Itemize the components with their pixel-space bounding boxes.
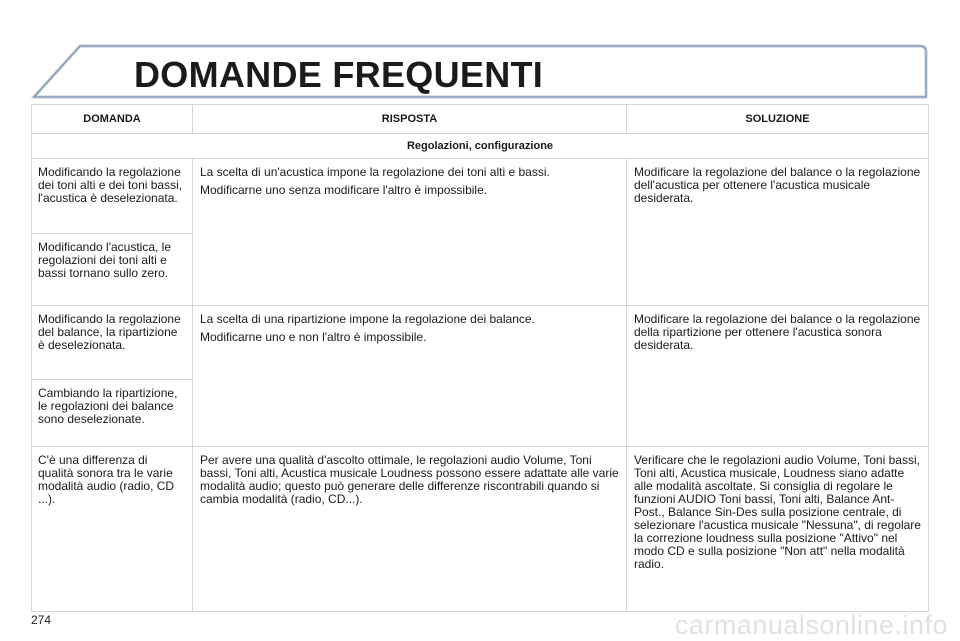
table-row <box>32 159 929 234</box>
section-title: Regolazioni, configurazione <box>32 134 929 159</box>
answer-text: Modificarne uno senza modificare l'altro è impossibile. <box>200 183 488 197</box>
column-header-soluzione: SOLUZIONE <box>627 105 929 134</box>
table-row <box>32 306 929 380</box>
answer-text: La scelta di un'acustica impone la regolazione dei toni alti e bassi. <box>200 165 550 179</box>
faq-table <box>31 104 929 612</box>
column-header-domanda: DOMANDA <box>32 105 193 134</box>
question-cell: Cambiando la ripartizione, le regolazioni dei balance sono deselezionate. <box>32 380 193 447</box>
answer-cell <box>193 447 627 612</box>
table-header-row <box>32 105 929 134</box>
solution-cell: Modificare la regolazione dei balance o la regolazione della ripartizione per ottenere l'acustica sonora desiderata. <box>627 306 929 447</box>
question-cell: Modificando la regolazione dei toni alti e dei toni bassi, l'acustica è deselezionata. <box>32 159 193 234</box>
watermark: carmanualsonline.info <box>674 610 948 640</box>
question-cell: C'è una differenza di qualità sonora tra le varie modalità audio (radio, CD ...). <box>32 447 193 612</box>
question-cell: Modificando l'acustica, le regolazioni dei toni alti e bassi tornano sullo zero. <box>32 234 193 306</box>
section-row <box>32 134 929 159</box>
solution-cell: Modificare la regolazione del balance o la regolazione dell'acustica per ottenere l'acustica musicale desiderata. <box>627 159 929 306</box>
question-cell: Modificando la regolazione del balance, la ripartizione è deselezionata. <box>32 306 193 380</box>
solution-cell: Verificare che le regolazioni audio Volume, Toni bassi, Toni alti, Acustica musicale, Loudness siano adatte alle modalità ascoltate. Si consiglia di regolare le funzioni AUDIO Toni bassi, Toni alti, Balance Ant-Post., Balance Sin-Des sulla posizione centrale, di selezionare l'acustica musicale "Nessuna", di regolare la correzione loudness sulla posizione "Attivo" nel modo CD e sulla posizione "Non att" nella modalità radio. <box>627 447 929 612</box>
page-number: 274 <box>31 613 52 627</box>
answer-cell <box>193 159 627 306</box>
column-header-risposta: RISPOSTA <box>193 105 627 134</box>
page-title: DOMANDE FREQUENTI <box>134 54 544 95</box>
table-row <box>32 447 929 612</box>
answer-cell <box>193 306 627 447</box>
answer-text: Modificarne uno e non l'altro è impossibile. <box>200 330 427 344</box>
answer-text: Per avere una qualità d'ascolto ottimale, le regolazioni audio Volume, Toni bassi, Toni alti, Acustica musicale Loudness possono essere adattate alle varie modalità audio; questo può generare delle differenze riscontrabili quando si cambia modalità (radio, CD...). <box>200 453 619 506</box>
answer-text: La scelta di una ripartizione impone la regolazione dei balance. <box>200 312 535 326</box>
